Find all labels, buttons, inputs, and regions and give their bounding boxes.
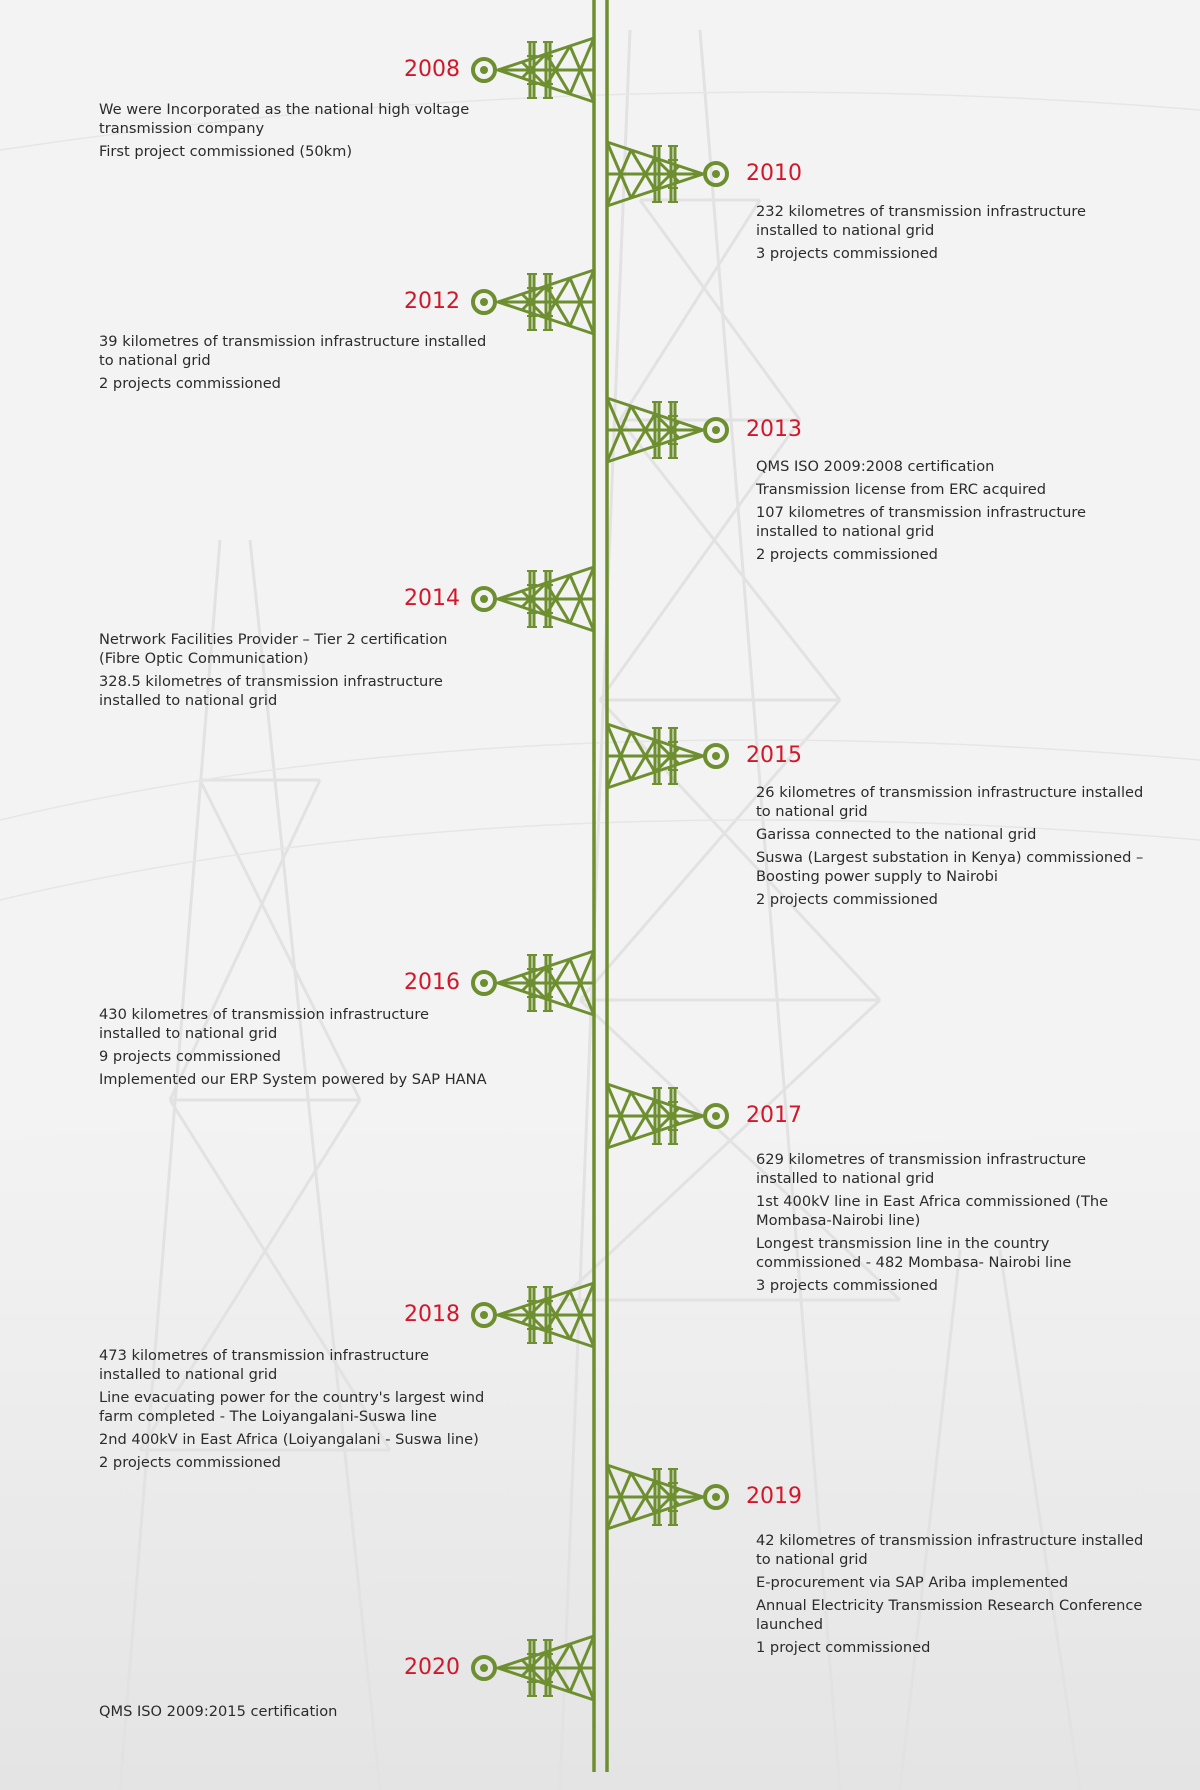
milestone-item: 629 kilometres of transmission infrastructure installed to national grid xyxy=(756,1151,1086,1187)
milestone-year: 2019 xyxy=(746,1484,802,1509)
milestone-item: Garissa connected to the national grid xyxy=(756,826,1037,843)
milestone-year: 2014 xyxy=(404,586,460,611)
milestone-year: 2016 xyxy=(404,970,460,995)
pylon-icon xyxy=(498,1636,594,1700)
milestone-details xyxy=(99,1005,489,1093)
milestone-item: Longest transmission line in the country commissioned - 482 Mombasa- Nairobi line xyxy=(756,1235,1072,1271)
milestone-item: 2 projects commissioned xyxy=(756,891,938,908)
milestone-item: 3 projects commissioned xyxy=(756,245,938,262)
milestone-details xyxy=(99,100,489,165)
milestone-details xyxy=(756,457,1146,568)
target-icon xyxy=(705,1486,727,1508)
milestone-item: Netrwork Facilities Provider – Tier 2 certification (Fibre Optic Communication) xyxy=(99,631,448,667)
milestone-item: 1st 400kV line in East Africa commissioned (The Mombasa-Nairobi line) xyxy=(756,1193,1109,1229)
milestone-item: 2 projects commissioned xyxy=(99,1454,281,1471)
milestone-details xyxy=(99,1346,489,1476)
milestone-item: 328.5 kilometres of transmission infrastructure installed to national grid xyxy=(99,673,443,709)
pylon-icon xyxy=(498,38,594,102)
pylon-icon xyxy=(607,1084,703,1148)
milestone-item: 2nd 400kV in East Africa (Loiyangalani - Suswa line) xyxy=(99,1431,479,1448)
pylon-icon xyxy=(607,398,703,462)
milestone-item: We were Incorporated as the national high voltage transmission company xyxy=(99,101,470,137)
milestone-item: E-procurement via SAP Ariba implemented xyxy=(756,1574,1069,1591)
milestone-item: QMS ISO 2009:2008 certification xyxy=(756,458,995,475)
milestone-item: 2 projects commissioned xyxy=(756,546,938,563)
milestone-item: 3 projects commissioned xyxy=(756,1277,938,1294)
target-icon xyxy=(705,745,727,767)
target-icon xyxy=(473,588,495,610)
milestone-item: 107 kilometres of transmission infrastructure installed to national grid xyxy=(756,504,1086,540)
milestone-item: Annual Electricity Transmission Research Conference launched xyxy=(756,1597,1143,1633)
milestone-details xyxy=(99,630,489,714)
pylon-icon xyxy=(498,951,594,1015)
milestone-item: 430 kilometres of transmission infrastructure installed to national grid xyxy=(99,1006,429,1042)
target-icon xyxy=(473,291,495,313)
target-icon xyxy=(473,972,495,994)
milestone-item: QMS ISO 2009:2015 certification xyxy=(99,1703,338,1720)
milestone-year: 2015 xyxy=(746,743,802,768)
milestone-details xyxy=(756,1150,1146,1299)
milestone-item: Implemented our ERP System powered by SAP HANA xyxy=(99,1071,487,1088)
pylon-icon xyxy=(607,1465,703,1529)
milestone-details xyxy=(99,332,489,397)
milestone-item: 2 projects commissioned xyxy=(99,375,281,392)
pylon-icon xyxy=(607,142,703,206)
milestone-year: 2013 xyxy=(746,417,802,442)
pylon-icon xyxy=(607,724,703,788)
milestone-item: 1 project commissioned xyxy=(756,1639,931,1656)
milestone-year: 2012 xyxy=(404,289,460,314)
target-icon xyxy=(473,1304,495,1326)
milestone-year: 2008 xyxy=(404,57,460,82)
pylon-icon xyxy=(498,1283,594,1347)
milestone-year: 2017 xyxy=(746,1103,802,1128)
milestone-details xyxy=(756,783,1146,913)
milestone-item: Suswa (Largest substation in Kenya) commissioned – Boosting power supply to Nairobi xyxy=(756,849,1144,885)
pylon-icon xyxy=(498,567,594,631)
pylon-icon xyxy=(498,270,594,334)
milestone-item: 42 kilometres of transmission infrastructure installed to national grid xyxy=(756,1532,1144,1568)
milestone-details xyxy=(756,202,1146,267)
milestone-details xyxy=(99,1702,489,1725)
target-icon xyxy=(473,1657,495,1679)
milestone-item: 39 kilometres of transmission infrastructure installed to national grid xyxy=(99,333,487,369)
milestone-details xyxy=(756,1531,1146,1661)
target-icon xyxy=(705,163,727,185)
target-icon xyxy=(705,419,727,441)
milestone-item: 9 projects commissioned xyxy=(99,1048,281,1065)
milestone-item: 26 kilometres of transmission infrastructure installed to national grid xyxy=(756,784,1144,820)
target-icon xyxy=(705,1105,727,1127)
milestone-item: 232 kilometres of transmission infrastructure installed to national grid xyxy=(756,203,1086,239)
milestone-item: 473 kilometres of transmission infrastructure installed to national grid xyxy=(99,1347,429,1383)
milestone-item: Transmission license from ERC acquired xyxy=(756,481,1047,498)
milestone-year: 2018 xyxy=(404,1302,460,1327)
milestone-item: Line evacuating power for the country's largest wind farm completed - The Loiyangalani-Suswa line xyxy=(99,1389,485,1425)
milestone-year: 2010 xyxy=(746,161,802,186)
milestone-item: First project commissioned (50km) xyxy=(99,143,353,160)
target-icon xyxy=(473,59,495,81)
milestone-year: 2020 xyxy=(404,1655,460,1680)
